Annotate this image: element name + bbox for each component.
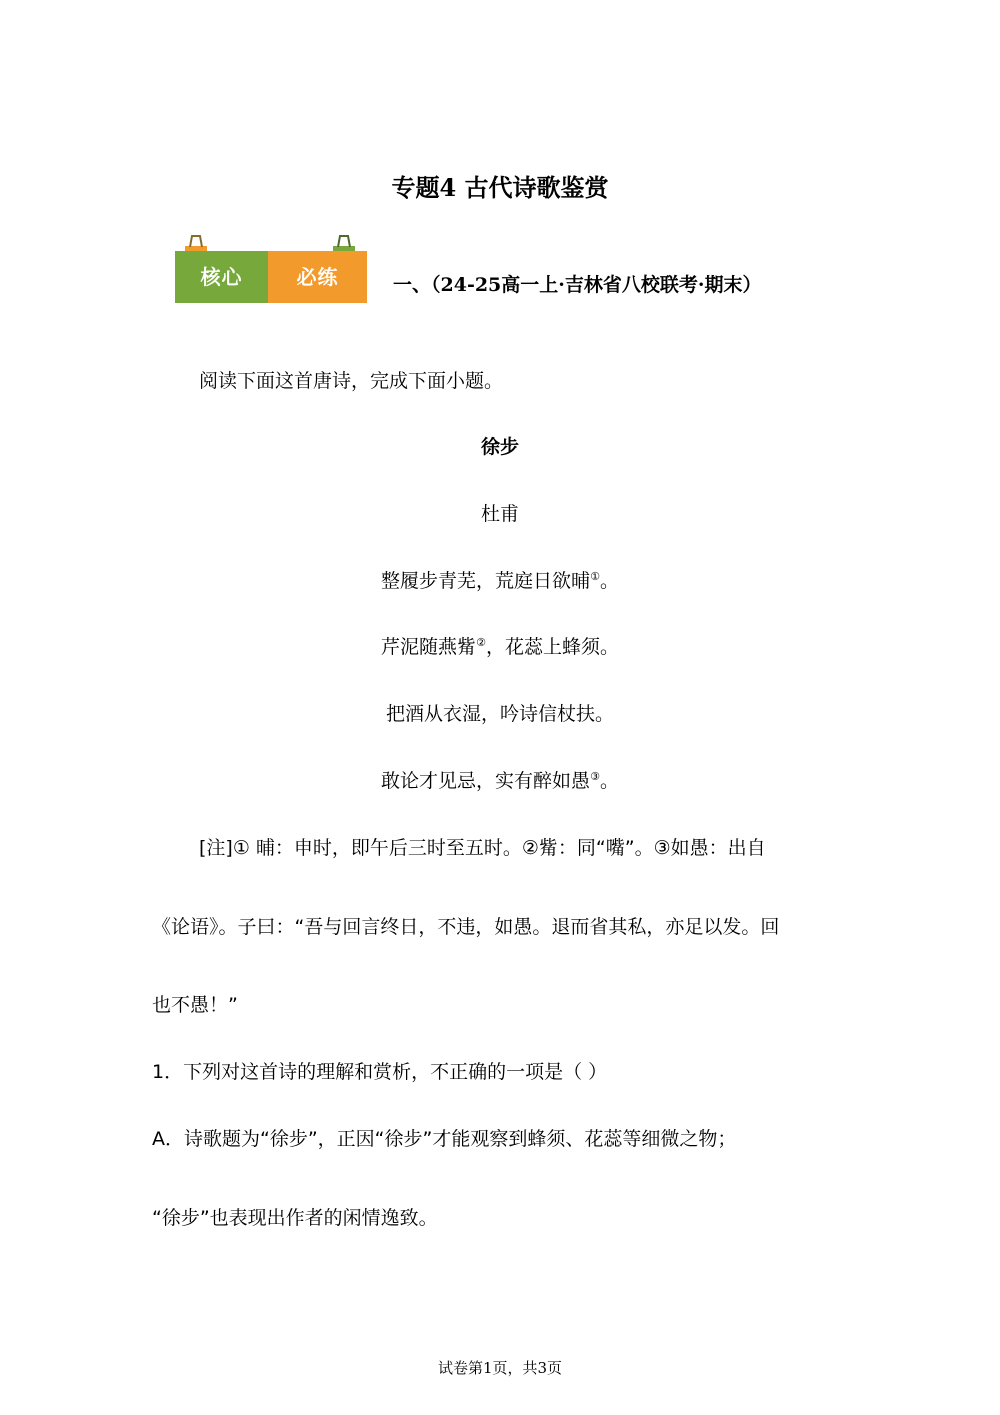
page-footer: 试卷第1页，共3页 <box>437 1359 563 1377</box>
notes-line: 《论语》。子曰：“吾与回言终日，不违，如愚。退而省其私，亦足以发。回 <box>152 916 780 938</box>
option-a-line: “徐步”也表现出作者的闲情逸致。 <box>152 1207 438 1229</box>
poem-title: 徐步 <box>480 436 519 458</box>
page-title: 专题4 古代诗歌鉴赏 <box>391 173 609 202</box>
poem-line: 芹泥随燕觜②，花蕊上蜂须。 <box>381 636 619 658</box>
poem-author: 杜甫 <box>480 503 519 525</box>
poem-line: 把酒从衣湿，吟诗信杖扶。 <box>385 703 614 725</box>
intro-text: 阅读下面这首唐诗，完成下面小题。 <box>199 370 504 392</box>
poem-line: 整履步青芜，荒庭日欲晡①。 <box>381 570 619 592</box>
notes-line: 也不愚！” <box>152 994 238 1016</box>
section-banner <box>175 234 367 306</box>
question-stem: 1．下列对这首诗的理解和赏析，不正确的一项是（ ） <box>152 1061 608 1083</box>
poem-line: 敢论才见忌，实有醉如愚③。 <box>381 770 619 792</box>
section-heading: 一、（24-25高一上·吉林省八校联考·期末） <box>393 274 762 296</box>
option-a-line: A．诗歌题为“徐步”，正因“徐步”才能观察到蜂须、花蕊等细微之物； <box>152 1128 737 1150</box>
banner-core-label: 核心 <box>175 251 268 303</box>
notes-line: [注]① 晡：申时，即午后三时至五时。②觜：同“嘴”。③如愚：出自 <box>199 837 766 859</box>
banner-practice-label: 必练 <box>268 251 367 303</box>
